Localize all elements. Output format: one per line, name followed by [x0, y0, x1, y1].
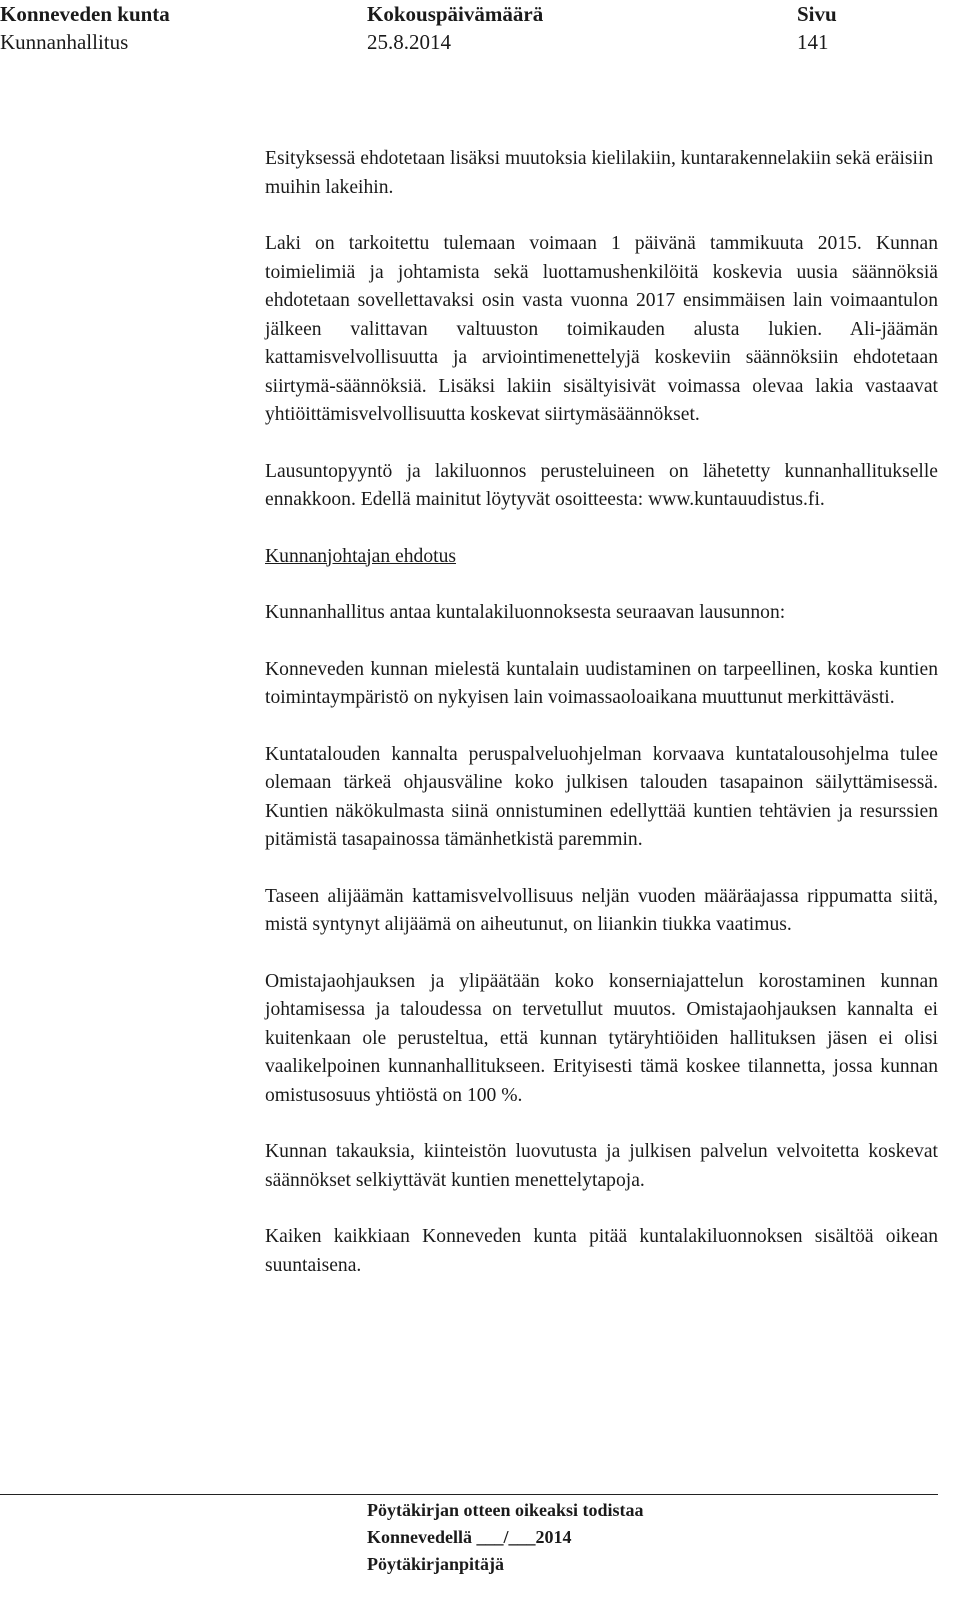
header-page: [797, 0, 837, 56]
proposal-paragraph: Kunnan takauksia, kiinteistön luovutusta ja julkisen palvelun velvoitetta koskevat säännökset selkiyttävät kuntien menettelytapoja.: [265, 1141, 938, 1191]
header-organization: [0, 0, 170, 56]
certification-line: Pöytäkirjan otteen oikeaksi todistaa: [367, 1500, 644, 1520]
header-date: [367, 0, 543, 56]
proposal-paragraph: Konneveden kunnan mielestä kuntalain uudistaminen on tarpeellinen, koska kuntien toimintaympäristö on nykyisen lain voimassaoloaikana muuttunut merkittävästi.: [265, 658, 938, 708]
secretary-line: Pöytäkirjanpitäjä: [367, 1554, 504, 1574]
place-date-line: Konnevedellä ___/___2014: [367, 1527, 572, 1547]
page-label: Sivu: [797, 2, 837, 26]
proposal-paragraph: Taseen alijäämän kattamisvelvollisuus neljän vuoden määräajassa rippumatta siitä, mistä syntynyt alijäämä on aiheutunut, on liiankin tiukka vaatimus.: [265, 885, 938, 935]
meeting-date: 25.8.2014: [367, 30, 451, 54]
municipality-name: Konneveden kunta: [0, 2, 170, 26]
paragraph: Esityksessä ehdotetaan lisäksi muutoksia kielilakiin, kuntarakennelakiin sekä eräisiin muihin lakeihin.: [265, 148, 934, 198]
proposal-paragraph: Kunnanhallitus antaa kuntalakiluonnoksesta seuraavan lausunnon:: [265, 602, 786, 623]
document-body: [265, 145, 938, 1308]
paragraph: Laki on tarkoitettu tulemaan voimaan 1 päivänä tammikuuta 2015. Kunnan toimielimiä ja johtamista sekä luottamushenkilöitä koskevia uusia säännöksiä ehdotetaan sovellettavaksi osin vasta vuonna 2017 ensimmäisen lain voimaantulon jälkeen valittavan valtuuston toimikauden alusta lukien. Ali-jäämän kattamisvelvollisuutta ja arviointimenettelyjä koskeviin säännöksiin ehdotetaan siirtymä-säännöksiä. Lisäksi lakiin sisältyisivät voimassa olevaa lakia vastaavat yhtiöittämisvelvollisuutta koskevat siirtymäsäännökset.: [265, 233, 938, 425]
proposal-paragraph: Kaiken kaikkiaan Konneveden kunta pitää kuntalakiluonnoksen sisältöä oikean suuntaisena.: [265, 1226, 938, 1276]
proposal-paragraph: Omistajaohjauksen ja ylipäätään koko konserniajattelun korostaminen kunnan johtamisessa ja taloudessa on tervetullut muutos. Omistajaohjauksen kannalta ei kuitenkaan ole perusteltua, että kunnan tytäryhtiöiden hallituksen jäsen ei olisi vaalikelpoinen kunnanhallitukseen. Erityisesti tämä koskee tilannetta, jossa kunnan omistusosuus yhtiöstä on 100 %.: [265, 970, 938, 1106]
paragraph: Lausuntopyyntö ja lakiluonnos perusteluineen on lähetetty kunnanhallitukselle ennakkoon. Edellä mainitut löytyvät osoitteesta: www.kuntauudistus.fi.: [265, 460, 938, 510]
date-label: Kokouspäivämäärä: [367, 2, 544, 26]
page-number: 141: [797, 30, 829, 54]
proposal-paragraph: Kuntatalouden kannalta peruspalveluohjelman korvaava kuntatalousohjelma tulee olemaan tärkeä ohjausväline koko julkisen talouden tasapainon säilyttämisessä. Kuntien näkökulmasta siinä onnistuminen edellyttää kuntien tehtävien ja resurssien pitämistä tasapainossa tämänhetkistä paremmin.: [265, 743, 938, 850]
page-footer: [367, 1497, 644, 1578]
proposal-heading: Kunnanjohtajan ehdotus: [265, 545, 457, 567]
body-name: Kunnanhallitus: [0, 30, 129, 54]
footer-divider: [0, 1494, 938, 1495]
